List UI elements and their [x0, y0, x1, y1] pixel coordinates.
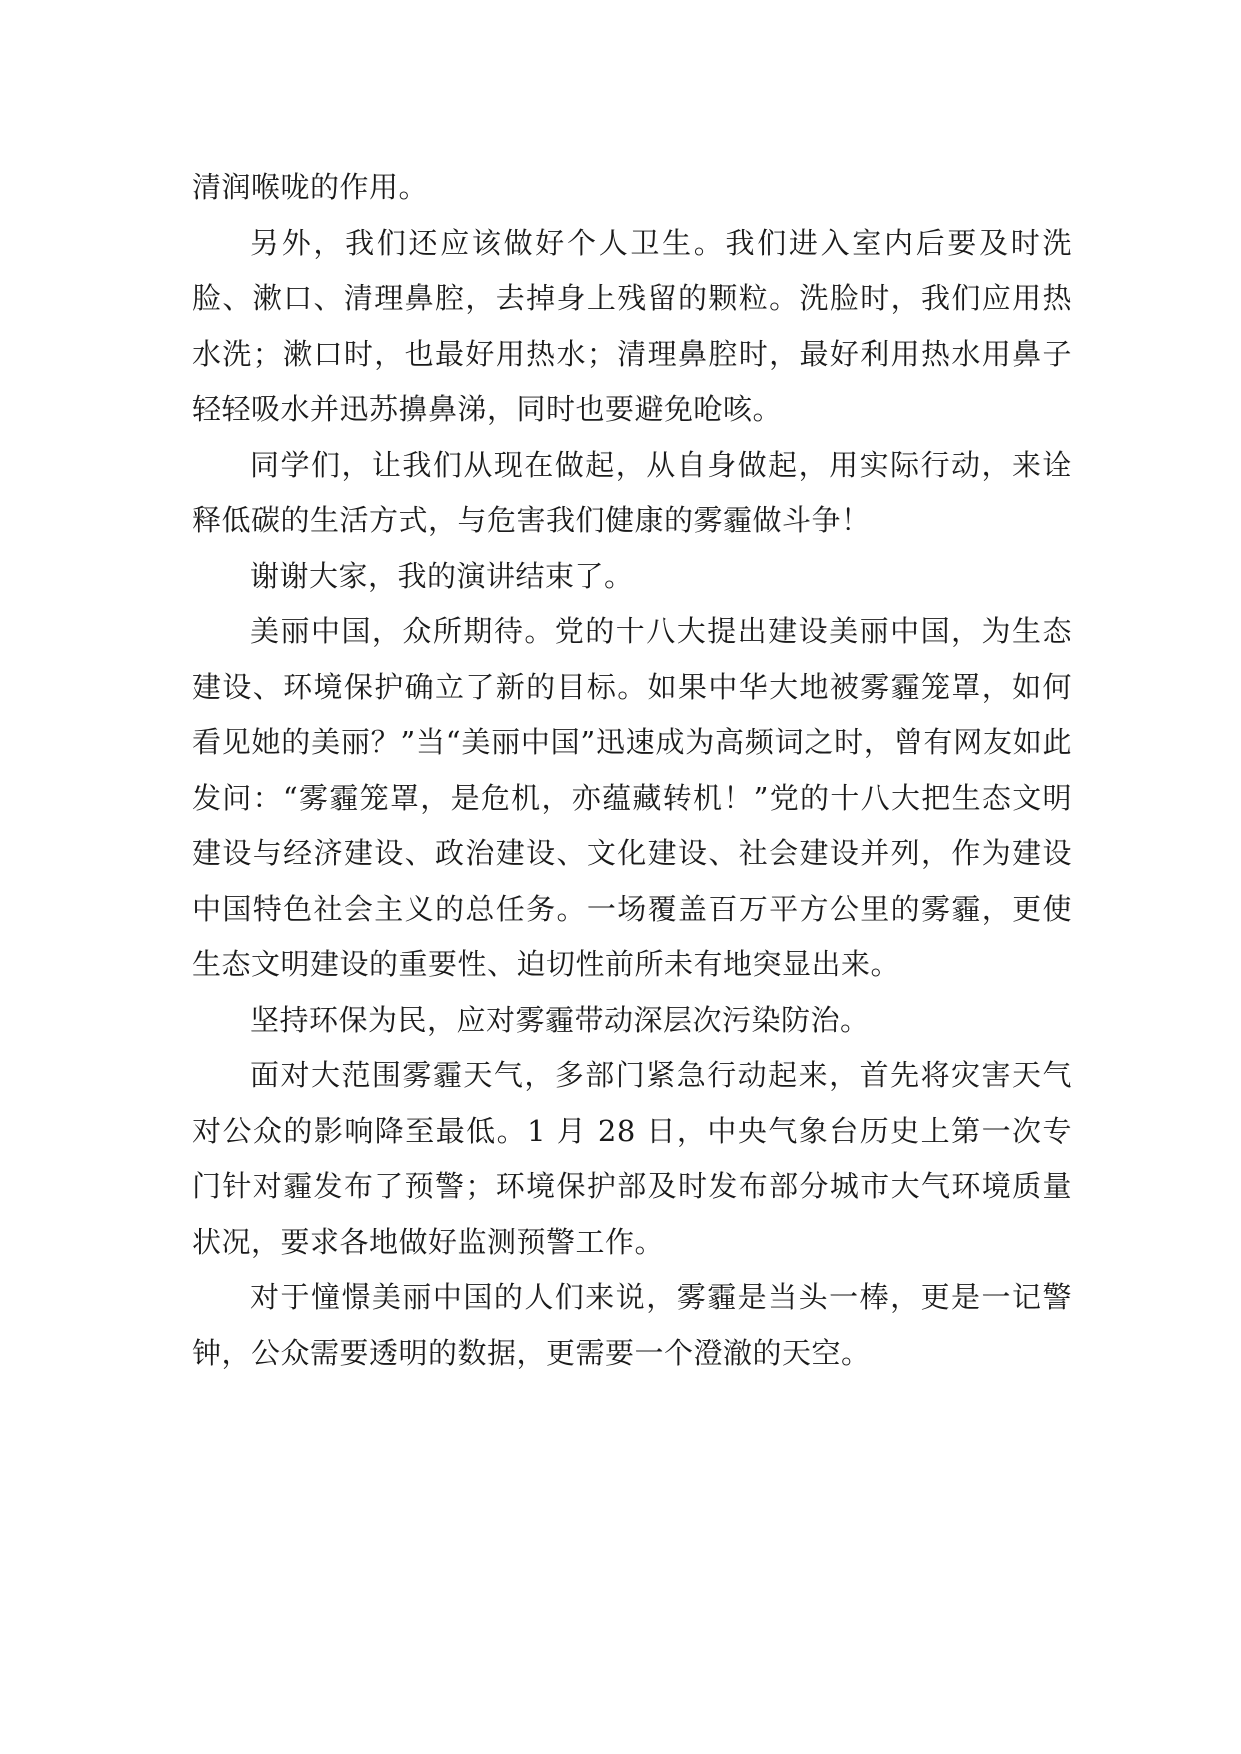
paragraph-7: 面对大范围雾霾天气，多部门紧急行动起来，首先将灾害天气对公众的影响降至最低。1 月 28 日，中央气象台历史上第一次专门针对霾发布了预警；环境保护部及时发布部分城市大气环境质量状况，要求各地做好监测预警工作。	[192, 1058, 1072, 1259]
paragraph-1: 清润喉咙的作用。	[192, 170, 429, 204]
paragraph-2: 另外，我们还应该做好个人卫生。我们进入室内后要及时洗脸、漱口、清理鼻腔，去掉身上残留的颗粒。洗脸时，我们应用热水洗；漱口时，也最好用热水；清理鼻腔时，最好利用热水用鼻子轻轻吸水并迅苏擤鼻涕，同时也要避免呛咳。	[192, 225, 1072, 426]
body-text	[192, 160, 1072, 1381]
paragraph-8: 对于憧憬美丽中国的人们来说，雾霾是当头一棒，更是一记警钟，公众需要透明的数据，更需要一个澄澈的天空。	[192, 1280, 1072, 1370]
paragraph-6: 坚持环保为民，应对雾霾带动深层次污染防治。	[250, 1002, 870, 1037]
paragraph-4: 谢谢大家，我的演讲结束了。	[250, 558, 634, 593]
paragraph-3: 同学们，让我们从现在做起，从自身做起，用实际行动，来诠释低碳的生活方式，与危害我们健康的雾霾做斗争！	[192, 447, 1072, 537]
paragraph-5: 美丽中国，众所期待。党的十八大提出建设美丽中国，为生态建设、环境保护确立了新的目标。如果中华大地被雾霾笼罩，如何看见她的美丽？”当“美丽中国”迅速成为高频词之时，曾有网友如此发问：“雾霾笼罩，是危机，亦蕴藏转机！”党的十八大把生态文明建设与经济建设、政治建设、文化建设、社会建设并列，作为建设中国特色社会主义的总任务。一场覆盖百万平方公里的雾霾，更使生态文明建设的重要性、迫切性前所未有地突显出来。	[192, 614, 1072, 981]
